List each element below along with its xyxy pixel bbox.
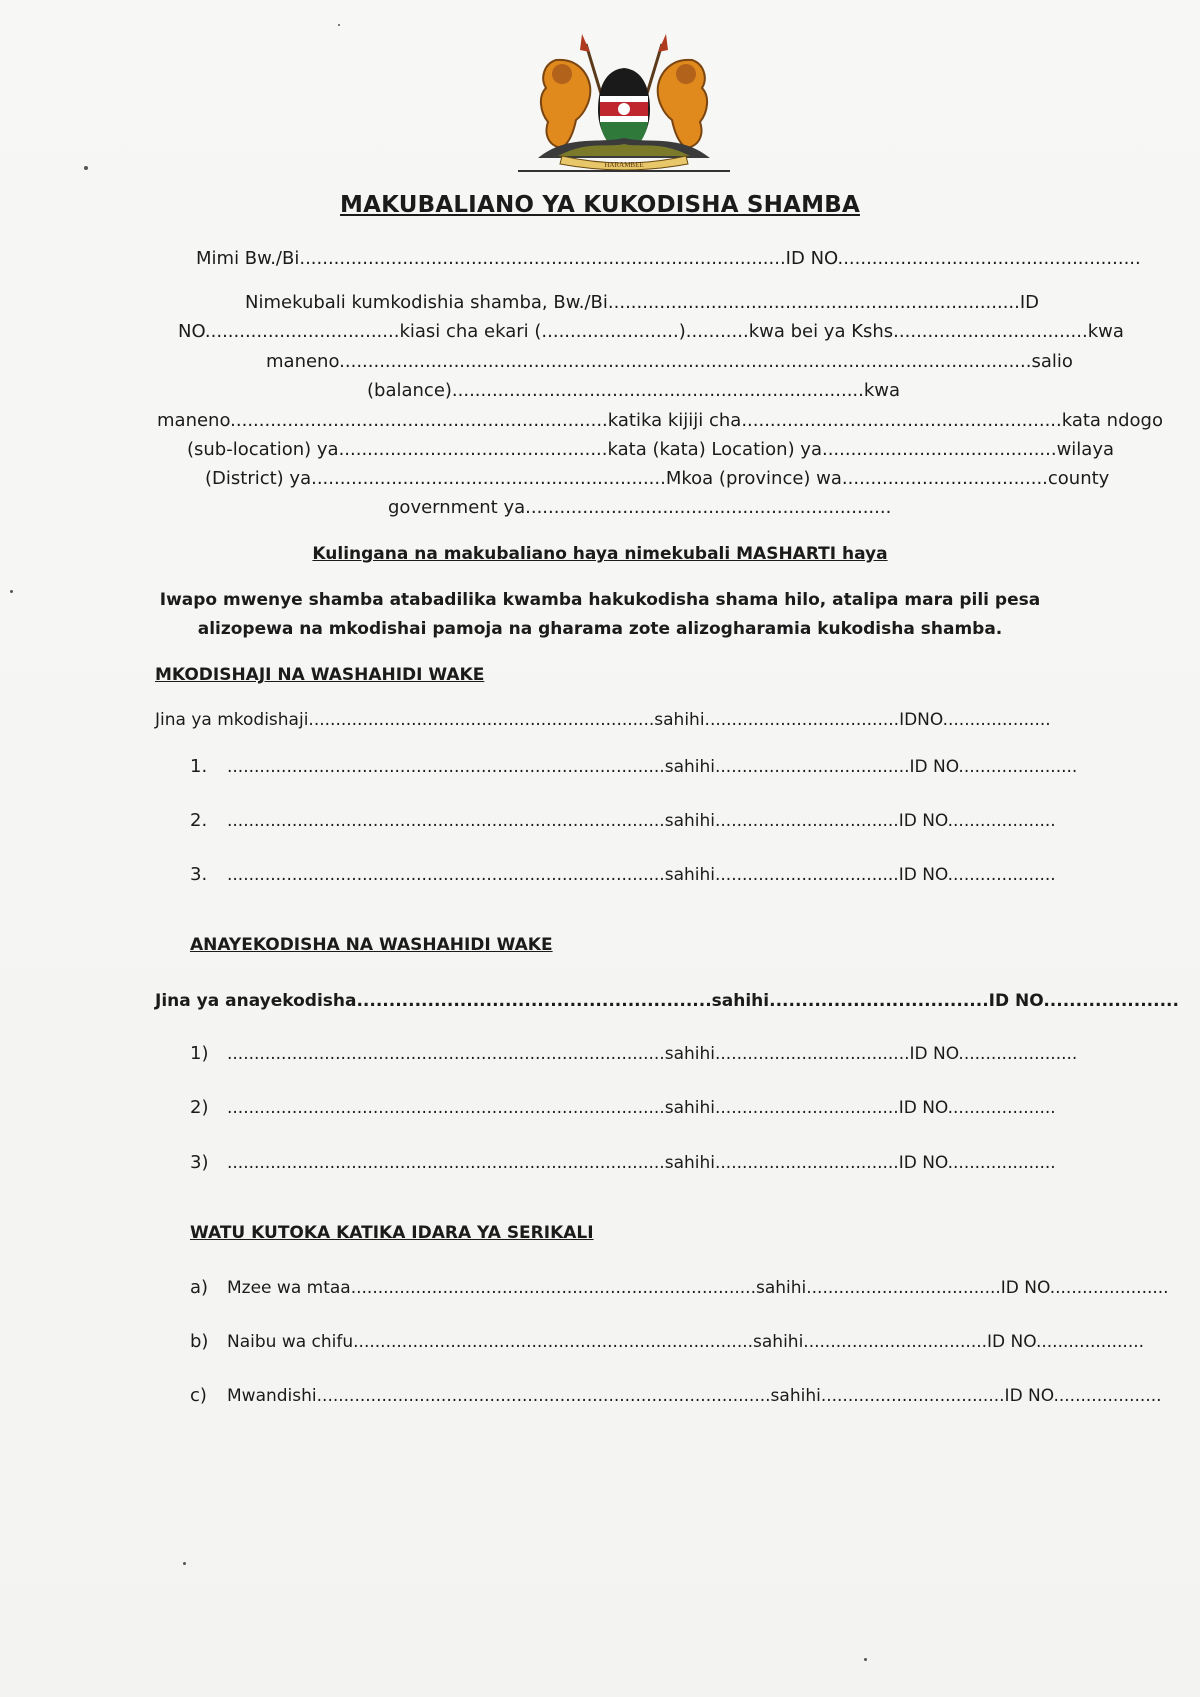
lessor-witness-3-line: .................................................................................sahihi..................................ID NO.................... [227, 865, 1056, 885]
intro-line-1: Mimi Bw./Bi.....................................................................................ID NO..................................................... [196, 248, 1141, 269]
lessee-heading: ANAYEKODISHA NA WASHAHIDI WAKE [190, 935, 553, 955]
lessee-witness-2-num: 2) [190, 1097, 209, 1118]
intro-line-7: (sub-location) ya...............................................kata (kata) Location) ya.........................................wilaya [187, 439, 1115, 460]
intro-line-6: maneno..................................................................katika kijiji cha........................................................kata ndogo [157, 410, 1163, 431]
conditions-text-1: Iwapo mwenye shamba atabadilika kwamba hakukodisha shama hilo, atalipa mara pili pesa [159, 590, 1041, 610]
lessor-heading: MKODISHAJI NA WASHAHIDI WAKE [155, 665, 485, 685]
official-a-letter: a) [190, 1277, 209, 1298]
lessee-witness-3-num: 3) [190, 1152, 209, 1173]
lessor-witness-1-line: .................................................................................sahihi....................................ID NO...................... [227, 757, 1078, 777]
government-heading: WATU KUTOKA KATIKA IDARA YA SERIKALI [190, 1223, 594, 1243]
lessor-witness-2-num: 2. [190, 810, 208, 831]
scan-speck [84, 166, 88, 170]
scan-speck [10, 590, 13, 593]
kenya-coat-of-arms [518, 30, 730, 172]
official-a-line: Mzee wa mtaa...........................................................................sahihi....................................ID NO...................... [227, 1278, 1169, 1298]
lessor-witness-1-num: 1. [190, 756, 208, 777]
lessee-witness-3-line: .................................................................................sahihi..................................ID NO.................... [227, 1153, 1056, 1173]
conditions-heading: Kulingana na makubaliano haya nimekubali MASHARTI haya [312, 544, 888, 564]
lessor-witness-2-line: .................................................................................sahihi..................................ID NO.................... [227, 811, 1056, 831]
official-b-line: Naibu wa chifu..........................................................................sahihi..................................ID NO.................... [227, 1332, 1145, 1352]
intro-line-4: maneno.........................................................................................................................salio [266, 351, 1073, 372]
document-title: MAKUBALIANO YA KUKODISHA SHAMBA [340, 192, 860, 218]
scan-speck [183, 1562, 186, 1565]
lessee-witness-1-line: .................................................................................sahihi....................................ID NO...................... [227, 1044, 1078, 1064]
lessee-witness-2-line: .................................................................................sahihi..................................ID NO.................... [227, 1098, 1056, 1118]
lessee-witness-1-num: 1) [190, 1043, 209, 1064]
intro-line-5: (balance)........................................................................kwa [367, 380, 901, 401]
conditions-text-2: alizopewa na mkodishai pamoja na gharama zote alizogharamia kukodisha shamba. [197, 619, 1003, 639]
lessor-name-line: Jina ya mkodishaji................................................................sahihi....................................IDNO.................... [155, 710, 1051, 730]
lessor-witness-3-num: 3. [190, 864, 208, 885]
official-b-letter: b) [190, 1331, 209, 1352]
scan-speck [864, 1658, 867, 1661]
scan-speck [338, 24, 340, 26]
intro-line-9: government ya................................................................ [388, 497, 892, 518]
official-c-letter: c) [190, 1385, 207, 1406]
intro-line-8: (District) ya..............................................................Mkoa (province) wa....................................county [205, 468, 1110, 489]
official-c-line: Mwandishi....................................................................................sahihi..................................ID NO.................... [227, 1386, 1162, 1406]
intro-line-2: Nimekubali kumkodishia shamba, Bw./Bi........................................................................ID [245, 292, 1040, 313]
motto-text: HARAMBEE [604, 161, 644, 169]
intro-line-3: NO..................................kiasi cha ekari (........................)...........kwa bei ya Kshs..................................kwa [178, 321, 1124, 342]
lessee-name-line: Jina ya anayekodisha.......................................................sahihi..................................ID NO..................... [155, 991, 1179, 1011]
